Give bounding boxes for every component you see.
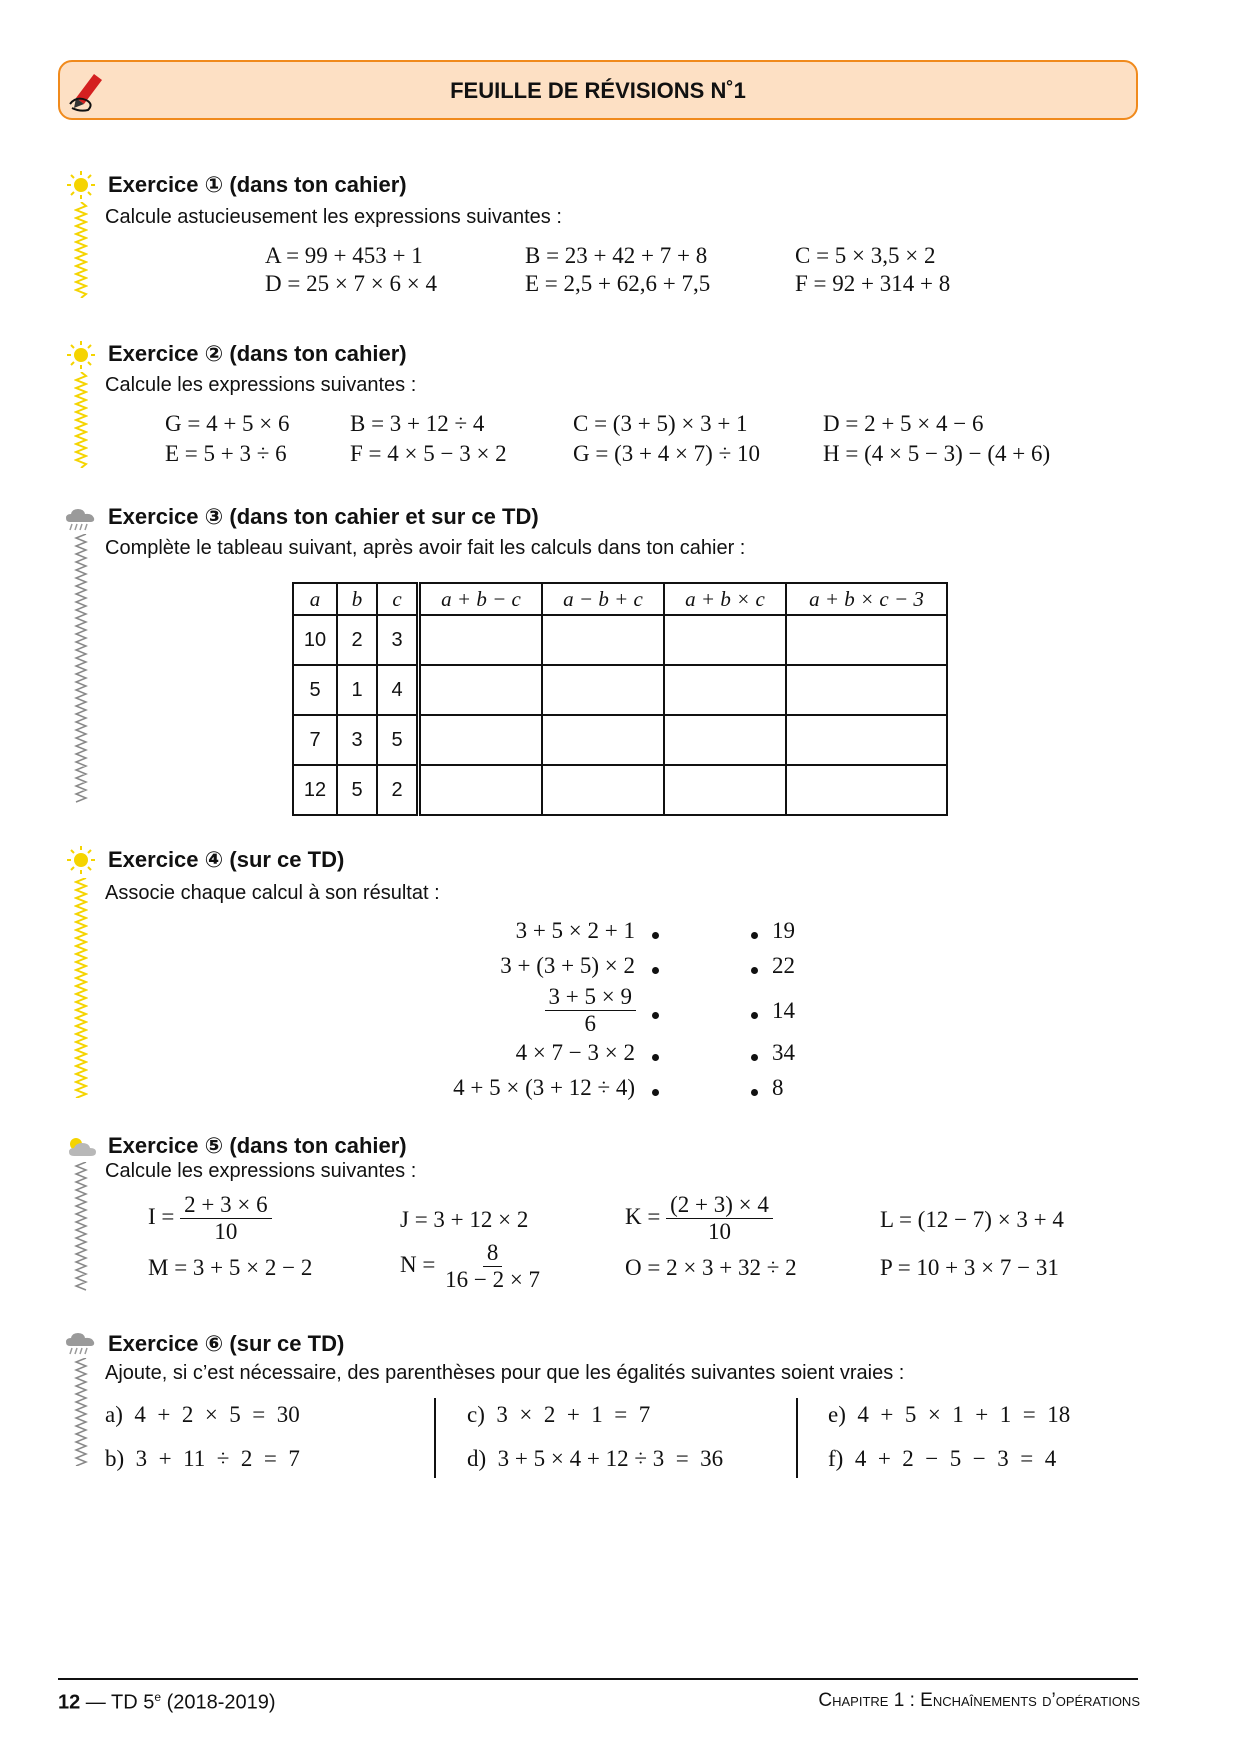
calc-left-1: 3 + 5 × 2 + 1 xyxy=(515,918,635,943)
cell-c: 3 xyxy=(377,615,419,665)
cell-a: 10 xyxy=(293,615,337,665)
col-a: a xyxy=(293,583,337,615)
table-row xyxy=(293,665,947,715)
col-b: b xyxy=(337,583,377,615)
answer-cell[interactable] xyxy=(542,665,664,715)
col-expr2: a − b + c xyxy=(542,583,664,615)
ex1-expr-b: B = 23 + 42 + 7 + 8 xyxy=(525,243,708,268)
ex1-instruction: Calcule astucieusement les expressions suivantes : xyxy=(105,206,562,228)
match-dot-right[interactable] xyxy=(751,967,758,974)
ex2-expr-h: H = (4 × 5 − 3) − (4 + 6) xyxy=(823,441,1051,466)
result-5: 8 xyxy=(772,1075,784,1100)
ex1-expr-d: D = 25 × 7 × 6 × 4 xyxy=(265,271,437,296)
ex3-title: Exercice ③ (dans ton cahier et sur ce TD) xyxy=(108,504,539,529)
result-3: 14 xyxy=(772,998,795,1023)
answer-cell[interactable] xyxy=(419,665,543,715)
expr-i-num: 2 + 3 × 6 xyxy=(180,1192,271,1219)
ex1-expr-c: C = 5 × 3,5 × 2 xyxy=(795,243,936,268)
expr-j: J = 3 + 12 × 2 xyxy=(400,1207,529,1232)
ex2-expr-e: E = 5 + 3 ÷ 6 xyxy=(165,441,287,466)
answer-cell[interactable] xyxy=(664,665,786,715)
answer-cell[interactable] xyxy=(542,615,664,665)
table-row xyxy=(293,615,947,665)
ex3-instruction: Complète le tableau suivant, après avoir fait les calculs dans ton cahier : xyxy=(105,537,746,559)
expr-i xyxy=(148,1192,272,1245)
calc-left-5: 4 + 5 × (3 + 12 ÷ 4) xyxy=(453,1075,635,1100)
table-row xyxy=(293,765,947,815)
footer-sup: e xyxy=(154,1690,162,1704)
cell-b: 2 xyxy=(337,615,377,665)
answer-cell[interactable] xyxy=(419,715,543,765)
answer-cell[interactable] xyxy=(419,615,543,665)
zigzag-grey-icon xyxy=(74,534,88,804)
equality-c: c) 3 × 2 + 1 = 7 xyxy=(467,1402,651,1427)
ex2-expr-c: C = (3 + 5) × 3 + 1 xyxy=(573,411,748,436)
sun-icon xyxy=(66,845,96,875)
ex1-expr-e: E = 2,5 + 62,6 + 7,5 xyxy=(525,271,711,296)
calc-left-4: 4 × 7 − 3 × 2 xyxy=(515,1040,635,1065)
equality-d: d) 3 + 5 × 4 + 12 ÷ 3 = 36 xyxy=(467,1446,724,1471)
expr-m: M = 3 + 5 × 2 − 2 xyxy=(148,1255,313,1280)
footer-year: (2018-2019) xyxy=(161,1691,276,1714)
expr-k-num: (2 + 3) × 4 xyxy=(666,1192,773,1219)
answer-cell[interactable] xyxy=(419,765,543,815)
ex6-title: Exercice ⑥ (sur ce TD) xyxy=(108,1331,345,1356)
answer-cell[interactable] xyxy=(786,665,947,715)
answer-cell[interactable] xyxy=(786,765,947,815)
page-title: FEUILLE DE RÉVISIONS N˚1 xyxy=(450,78,746,103)
ex2-expr-g: G = 4 + 5 × 6 xyxy=(165,411,290,436)
calc-left-2: 3 + (3 + 5) × 2 xyxy=(500,953,635,978)
answer-cell[interactable] xyxy=(542,765,664,815)
cell-c: 4 xyxy=(377,665,419,715)
expr-o: O = 2 × 3 + 32 ÷ 2 xyxy=(625,1255,797,1280)
footer-chapter: Chapitre 1 : Enchaînements d’opérations xyxy=(818,1690,1140,1711)
col-expr3: a + b × c xyxy=(664,583,786,615)
cell-a: 7 xyxy=(293,715,337,765)
frac-numerator: 3 + 5 × 9 xyxy=(545,984,636,1011)
expr-i-den: 10 xyxy=(214,1219,238,1244)
expr-p: P = 10 + 3 × 7 − 31 xyxy=(880,1255,1059,1280)
footer-td: — TD 5 xyxy=(80,1691,155,1714)
ex5-instruction: Calcule les expressions suivantes : xyxy=(105,1160,417,1182)
col-expr1: a + b − c xyxy=(419,583,543,615)
ex2-expr-d: D = 2 + 5 × 4 − 6 xyxy=(823,411,984,436)
expr-k xyxy=(625,1192,773,1245)
answer-cell[interactable] xyxy=(542,715,664,765)
ex2-title: Exercice ② (dans ton cahier) xyxy=(108,341,407,366)
answer-cell[interactable] xyxy=(786,615,947,665)
equality-b: b) 3 + 11 ÷ 2 = 7 xyxy=(105,1446,300,1471)
rain-cloud-icon xyxy=(64,506,98,532)
answer-cell[interactable] xyxy=(786,715,947,765)
cell-c: 2 xyxy=(377,765,419,815)
column-divider xyxy=(434,1398,436,1478)
zigzag-yellow-icon xyxy=(74,202,88,298)
cell-b: 3 xyxy=(337,715,377,765)
cell-b: 5 xyxy=(337,765,377,815)
result-2: 22 xyxy=(772,953,795,978)
values-table xyxy=(292,582,948,816)
ex1-expr-a: A = 99 + 453 + 1 xyxy=(265,243,423,268)
expr-n-num: 8 xyxy=(483,1240,503,1267)
ex4-instruction: Associe chaque calcul à son résultat : xyxy=(105,882,440,904)
match-dot-left[interactable] xyxy=(652,967,659,974)
sun-cloud-icon xyxy=(64,1134,98,1160)
frac-denominator: 6 xyxy=(584,1011,597,1036)
sun-icon xyxy=(66,340,96,370)
cell-a: 12 xyxy=(293,765,337,815)
ex2-expr-f: F = 4 × 5 − 3 × 2 xyxy=(350,441,507,466)
answer-cell[interactable] xyxy=(664,765,786,815)
footer-rule xyxy=(58,1678,1138,1680)
table-row xyxy=(293,715,947,765)
equality-e: e) 4 + 5 × 1 + 1 = 18 xyxy=(828,1402,1071,1427)
column-divider xyxy=(796,1398,798,1478)
sun-icon xyxy=(66,170,96,200)
zigzag-yellow-icon xyxy=(74,372,88,468)
match-dot-left[interactable] xyxy=(652,1089,659,1096)
cell-b: 1 xyxy=(337,665,377,715)
ex2-expr-b: B = 3 + 12 ÷ 4 xyxy=(350,411,485,436)
answer-cell[interactable] xyxy=(664,615,786,665)
match-dot-right[interactable] xyxy=(751,1012,758,1019)
equality-a: a) 4 + 2 × 5 = 30 xyxy=(105,1402,300,1427)
ex2-expr-g2: G = (3 + 4 × 7) ÷ 10 xyxy=(573,441,760,466)
expr-n-label: N = xyxy=(400,1251,436,1277)
result-1: 19 xyxy=(772,918,795,943)
match-dot-left[interactable] xyxy=(652,1012,659,1019)
zigzag-yellow-icon xyxy=(74,878,88,1098)
result-4: 34 xyxy=(772,1040,795,1065)
answer-cell[interactable] xyxy=(664,715,786,765)
expr-k-label: K = xyxy=(625,1203,661,1229)
rain-cloud-icon xyxy=(64,1330,98,1356)
expr-l: L = (12 − 7) × 3 + 4 xyxy=(880,1207,1064,1232)
ex6-instruction: Ajoute, si c’est nécessaire, des parenthèses pour que les égalités suivantes soient vraies : xyxy=(105,1362,905,1384)
ex2-instruction: Calcule les expressions suivantes : xyxy=(105,374,417,396)
calc-left-3 xyxy=(545,984,636,1037)
ex1-title: Exercice ① (dans ton cahier) xyxy=(108,172,407,197)
expr-k-den: 10 xyxy=(707,1219,731,1244)
ex1-expr-f: F = 92 + 314 + 8 xyxy=(795,271,951,296)
header-banner xyxy=(58,60,1138,120)
ex5-title: Exercice ⑤ (dans ton cahier) xyxy=(108,1133,407,1158)
match-dot-left[interactable] xyxy=(652,1054,659,1061)
equality-f: f) 4 + 2 − 5 − 3 = 4 xyxy=(828,1446,1057,1471)
zigzag-grey-icon xyxy=(74,1162,88,1292)
ex4-title: Exercice ④ (sur ce TD) xyxy=(108,847,345,872)
col-c: c xyxy=(377,583,419,615)
table-header-row xyxy=(293,583,947,615)
match-dot-right[interactable] xyxy=(751,1054,758,1061)
expr-i-label: I = xyxy=(148,1203,175,1229)
zigzag-grey-icon xyxy=(74,1358,88,1466)
cell-a: 5 xyxy=(293,665,337,715)
cell-c: 5 xyxy=(377,715,419,765)
footer-left xyxy=(58,1690,276,1715)
expr-n-den: 16 − 2 × 7 xyxy=(445,1267,541,1292)
col-expr4: a + b × c − 3 xyxy=(786,583,947,615)
match-dot-left[interactable] xyxy=(652,932,659,939)
match-dot-right[interactable] xyxy=(751,932,758,939)
page-number: 12 xyxy=(58,1691,81,1714)
expr-n xyxy=(400,1240,544,1293)
match-dot-right[interactable] xyxy=(751,1089,758,1096)
